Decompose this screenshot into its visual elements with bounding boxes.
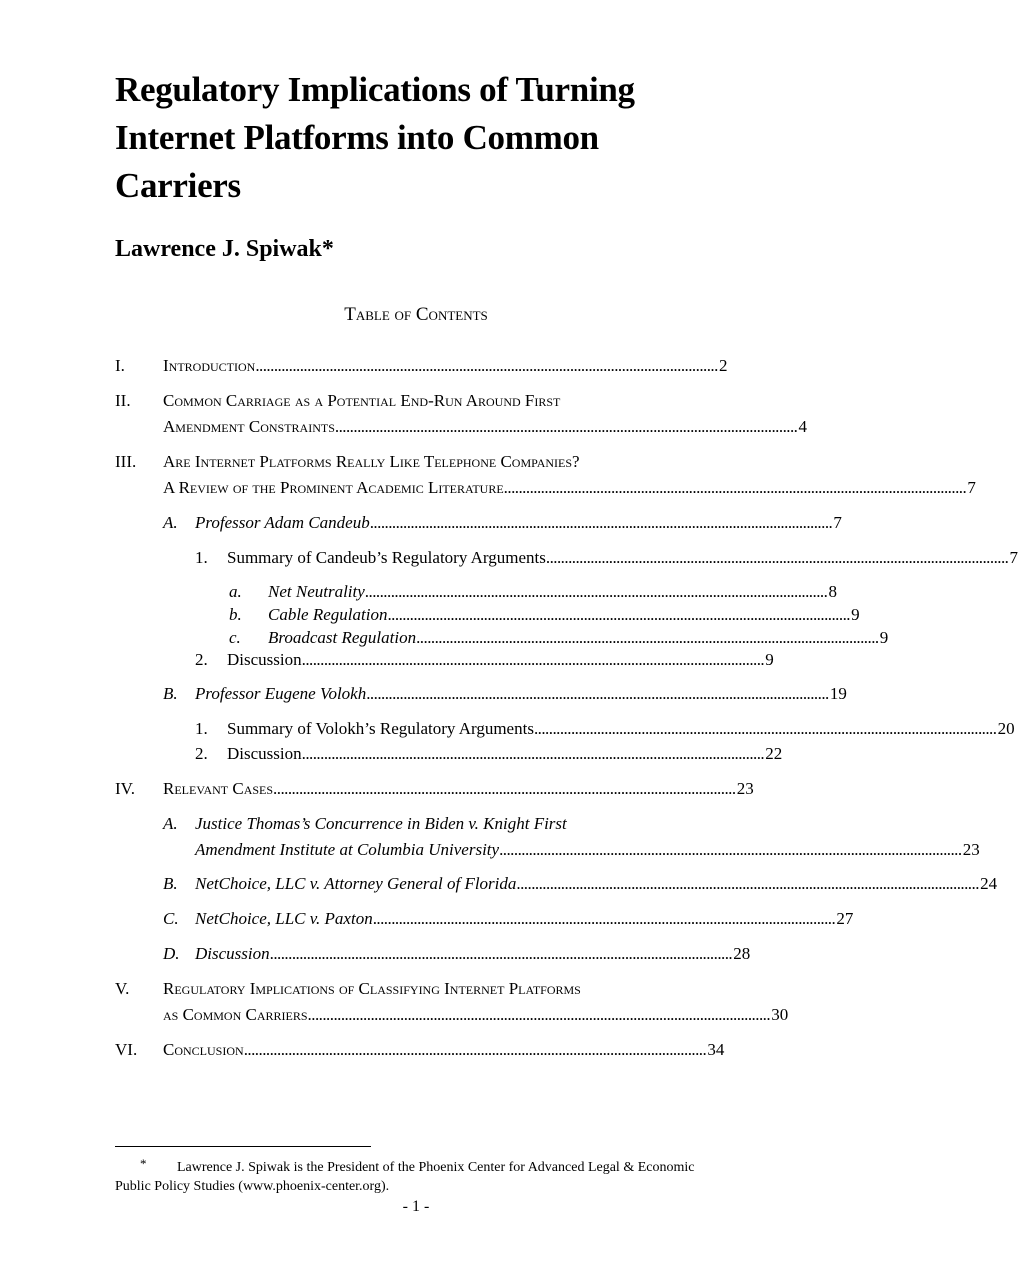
footnote-rule (115, 1146, 371, 1147)
toc-page-number: 8 (828, 582, 837, 601)
toc-page-number: 28 (733, 944, 751, 963)
toc-entry-cases-discussion[interactable] (195, 944, 751, 964)
dot-leader (499, 840, 960, 860)
toc-page-number: 22 (765, 744, 783, 763)
toc-page-number: 7 (967, 478, 976, 497)
toc-letter: B. (163, 684, 178, 703)
toc-page-number: 23 (962, 840, 980, 859)
toc-number: 2. (195, 744, 208, 763)
footnote-text: Lawrence J. Spiwak is the President of the Phoenix Center for Advanced Legal & Economic Public Policy Studies (www.phoenix-center.org). (115, 1160, 695, 1194)
dot-leader (504, 478, 965, 498)
toc-entry-conclusion[interactable] (163, 1040, 725, 1060)
toc-entry-regulatory-implications[interactable] (163, 1005, 789, 1025)
toc-page-number: 2 (718, 356, 728, 375)
toc-entry-text: Amendment Institute at Columbia University (195, 840, 500, 859)
toc-number: II. (115, 391, 131, 410)
page-number: - 1 - (402, 1198, 430, 1215)
toc-entry-text: Introduction (163, 356, 256, 375)
toc-number: I. (115, 356, 125, 375)
toc-letter: c. (229, 628, 241, 647)
toc-entry-text: as Common Carriers (163, 1005, 308, 1024)
dot-leader (273, 779, 734, 799)
toc-entry-text: Net Neutrality (268, 582, 365, 601)
toc-page-number: 9 (851, 605, 860, 624)
dot-leader (302, 744, 763, 764)
toc-entry-netchoice-paxton[interactable] (195, 909, 854, 929)
toc-entry-candeub[interactable] (195, 513, 842, 533)
toc-entry-text: Summary of Volokh’s Regulatory Arguments (227, 719, 534, 738)
toc-entry-line: Common Carriage as a Potential End-Run Around First (163, 391, 561, 410)
toc-entry-text: Cable Regulation (268, 605, 388, 624)
dot-leader (255, 356, 716, 376)
toc-page-number: 30 (771, 1005, 789, 1024)
toc-entry-text: A Review of the Prominent Academic Literature (163, 478, 504, 497)
toc-entry-volokh[interactable] (195, 684, 847, 704)
paper-title: Regulatory Implications of Turning Internet Platforms into Common Carriers (115, 70, 635, 205)
toc-entry-text: Amendment Constraints (163, 417, 335, 436)
dot-leader (546, 548, 1007, 568)
toc-entry-line: Are Internet Platforms Really Like Telephone Companies? (163, 452, 580, 471)
toc-entry-text: NetChoice, LLC v. Attorney General of Florida (195, 874, 517, 893)
toc-entry-text: Conclusion (163, 1040, 244, 1059)
toc-page-number: 7 (833, 513, 842, 532)
toc-entry-introduction[interactable] (163, 356, 728, 376)
dot-leader (373, 909, 834, 929)
dot-leader (387, 605, 848, 625)
author-name: Lawrence J. Spiwak* (115, 236, 334, 262)
toc-entry-text: Professor Adam Candeub (195, 513, 370, 532)
toc-number: 1. (195, 719, 208, 738)
toc-entry-text: NetChoice, LLC v. Paxton (195, 909, 373, 928)
toc-page-number: 27 (836, 909, 854, 928)
toc-entry-line: Regulatory Implications of Classifying Internet Platforms (163, 979, 581, 998)
toc-entry-net-neutrality[interactable] (268, 582, 837, 602)
toc-page-number: 19 (829, 684, 847, 703)
toc-entry-text: Relevant Cases (163, 779, 274, 798)
dot-leader (516, 874, 977, 894)
toc-entry-text: Discussion (195, 944, 270, 963)
dot-leader (244, 1040, 705, 1060)
toc-letter: b. (229, 605, 242, 624)
toc-entry-cable-regulation[interactable] (268, 605, 860, 625)
toc-number: V. (115, 979, 130, 998)
dot-leader (534, 719, 995, 739)
toc-entry-text: Broadcast Regulation (268, 628, 417, 647)
toc-number: IV. (115, 779, 135, 798)
toc-entry-text: Summary of Candeub’s Regulatory Arguments (227, 548, 546, 567)
toc-letter: C. (163, 909, 179, 928)
toc-page-number: 24 (980, 874, 998, 893)
toc-entry-candeub-summary[interactable] (227, 548, 1018, 568)
toc-entry-candeub-discussion[interactable] (227, 650, 774, 670)
toc-entry-text: Professor Eugene Volokh (195, 684, 367, 703)
toc-heading: Table of Contents (344, 304, 488, 325)
toc-number: III. (115, 452, 137, 471)
toc-page-number: 9 (879, 628, 889, 647)
dot-leader (370, 513, 831, 533)
toc-letter: B. (163, 874, 178, 893)
toc-number: 2. (195, 650, 208, 669)
toc-number: VI. (115, 1040, 138, 1059)
toc-letter: A. (163, 814, 178, 833)
toc-entry-netchoice-florida[interactable] (195, 874, 998, 894)
toc-page-number: 20 (997, 719, 1015, 738)
toc-letter: a. (229, 582, 242, 601)
toc-page-number: 34 (707, 1040, 725, 1059)
dot-leader (302, 650, 763, 670)
dot-leader (366, 684, 827, 704)
toc-page-number: 7 (1009, 548, 1018, 567)
dot-leader (335, 417, 796, 437)
toc-number: 1. (195, 548, 208, 567)
toc-entry-relevant-cases[interactable] (163, 779, 754, 799)
toc-entry-volokh-discussion[interactable] (227, 744, 783, 764)
dot-leader (416, 628, 877, 648)
toc-page-number: 23 (736, 779, 754, 798)
dot-leader (365, 582, 826, 602)
toc-entry-academic-literature[interactable] (163, 478, 976, 498)
toc-letter: D. (163, 944, 180, 963)
toc-entry-thomas-concurrence[interactable] (195, 840, 980, 860)
toc-entry-volokh-summary[interactable] (227, 719, 1015, 739)
footnote-marker: * (140, 1156, 147, 1171)
toc-page-number: 4 (798, 417, 808, 436)
toc-entry-line: Justice Thomas’s Concurrence in Biden v. Knight First (195, 814, 567, 833)
toc-entry-text: Discussion (227, 650, 302, 669)
toc-entry-text: Discussion (227, 744, 302, 763)
toc-letter: A. (163, 513, 178, 532)
toc-page-number: 9 (765, 650, 774, 669)
toc-entry-broadcast-regulation[interactable] (268, 628, 889, 648)
dot-leader (308, 1005, 769, 1025)
toc-entry-common-carriage[interactable] (163, 417, 808, 437)
dot-leader (270, 944, 731, 964)
